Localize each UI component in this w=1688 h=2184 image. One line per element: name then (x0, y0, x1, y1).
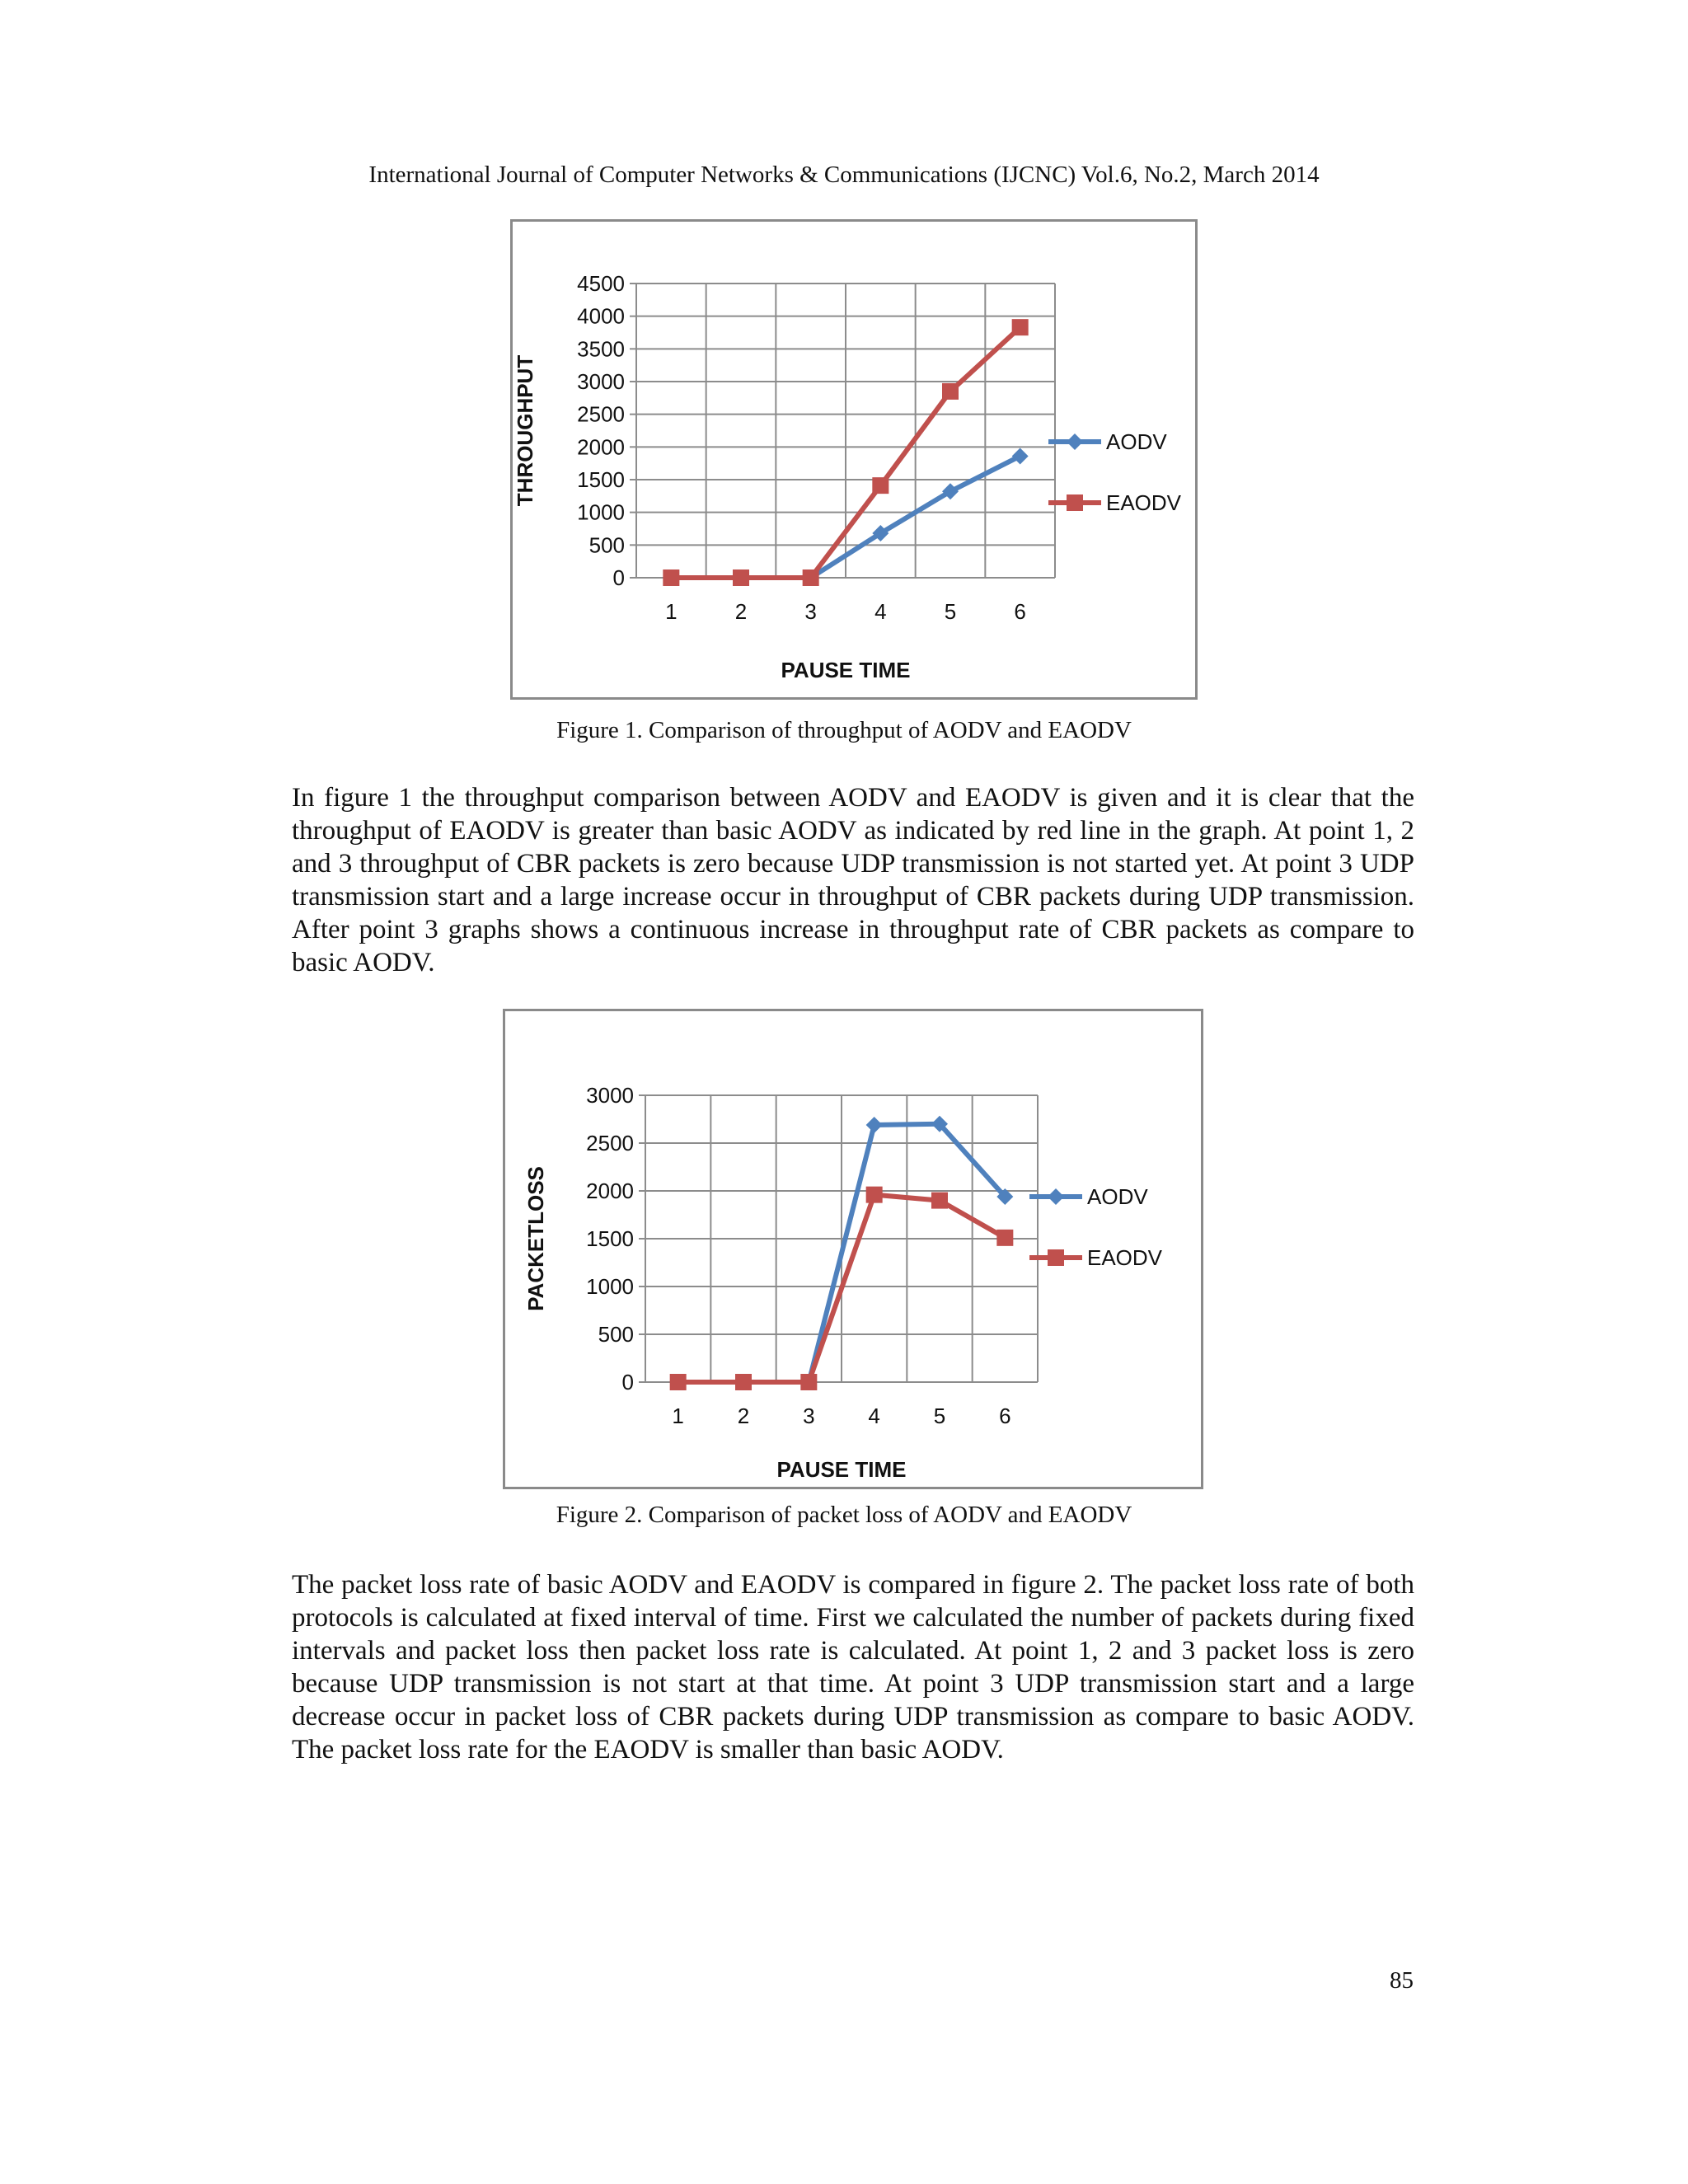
y-tick-label: 4000 (577, 303, 625, 329)
y-tick-label: 3000 (577, 369, 625, 394)
paragraph-throughput: In figure 1 the throughput comparison between AODV and EAODV is given and it is clear that the throughput of EAODV is greater than basic AODV as indicated by red line in the graph. At point 1, 2 and 3 throughput of CBR packets is zero because UDP transmission is not started yet. At point 3 UDP transmission start and a large increase occur in throughput of CBR packets during UDP transmission. After point 3 graphs shows a continuous increase in throughput rate of CBR packets as compare to basic AODV. (292, 783, 1414, 977)
packetloss-chart-svg (505, 1011, 1201, 1487)
data-point-eaodv (942, 383, 959, 400)
y-tick-label: 2000 (577, 434, 625, 460)
y-tick-label: 2000 (586, 1179, 634, 1203)
x-tick-label: 5 (933, 1404, 946, 1428)
data-point-aodv (866, 1117, 883, 1133)
x-tick-label: 3 (803, 1404, 815, 1428)
x-tick-label: 4 (874, 599, 887, 624)
figure-2-caption: Figure 2. Comparison of packet loss of AODV and EAODV (556, 1502, 1132, 1528)
x-tick-label: 2 (734, 599, 748, 624)
y-tick-label: 1000 (577, 499, 625, 525)
data-point-aodv (1012, 448, 1029, 464)
x-tick-label: 5 (944, 599, 957, 624)
data-point-eaodv (866, 1187, 883, 1203)
data-point-eaodv (803, 569, 819, 586)
data-point-eaodv (735, 1374, 752, 1390)
data-point-eaodv (733, 569, 749, 586)
y-tick-label: 1000 (586, 1274, 634, 1299)
y-tick-label: 2500 (586, 1131, 634, 1155)
data-point-eaodv (800, 1374, 817, 1390)
throughput-chart-svg (513, 222, 1195, 697)
running-header: International Journal of Computer Networks & Communications (IJCNC) Vol.6, No.2, March 2014 (368, 162, 1320, 188)
y-tick-label: 0 (621, 1370, 634, 1394)
data-point-eaodv (996, 1230, 1013, 1246)
figure-1-caption: Figure 1. Comparison of throughput of AODV and EAODV (556, 717, 1132, 743)
legend-label-eaodv: EAODV (1106, 490, 1182, 515)
y-tick-label: 1500 (586, 1226, 634, 1251)
legend-label-eaodv: EAODV (1087, 1245, 1163, 1270)
legend-marker-aodv (1048, 1188, 1064, 1205)
y-tick-label: 500 (588, 532, 625, 558)
x-axis-title: PAUSE TIME (781, 658, 911, 682)
y-tick-label: 0 (612, 565, 625, 590)
legend-label-aodv: AODV (1087, 1184, 1148, 1209)
y-tick-label: 2500 (577, 401, 625, 427)
x-axis-title: PAUSE TIME (776, 1457, 907, 1482)
y-axis-title: PACKETLOSS (523, 1166, 548, 1311)
paragraph-packet-loss: The packet loss rate of basic AODV and EAODV is compared in figure 2. The packet loss rate of both protocols is calculated at fixed interval of time. First we calculated the number of packets during fixed intervals and packet loss then packet loss rate is calculated. At point 1, 2 and 3 packet loss is zero because UDP transmission is not start at that time. At point 3 UDP transmission start and a large decrease occur in packet loss of CBR packets during UDP transmission as compare to basic AODV. The packet loss rate for the EAODV is smaller than basic AODV. (292, 1570, 1414, 1765)
legend-marker-aodv (1067, 434, 1083, 450)
y-tick-label: 1500 (577, 467, 625, 492)
data-point-eaodv (1012, 319, 1029, 335)
legend-label-aodv: AODV (1106, 429, 1167, 454)
data-point-eaodv (931, 1193, 948, 1209)
data-point-eaodv (663, 569, 679, 586)
page-number: 85 (1390, 1967, 1414, 1994)
y-tick-label: 4500 (577, 271, 625, 296)
x-tick-label: 2 (737, 1404, 750, 1428)
legend-marker-eaodv (1048, 1249, 1064, 1266)
data-point-eaodv (670, 1374, 687, 1390)
y-tick-label: 3500 (577, 336, 625, 362)
x-tick-label: 1 (672, 1404, 684, 1428)
y-axis-title: THROUGHPUT (513, 354, 537, 507)
x-tick-label: 4 (868, 1404, 880, 1428)
x-tick-label: 6 (1014, 599, 1026, 624)
x-tick-label: 3 (804, 599, 817, 624)
figure-2-chart (503, 1009, 1203, 1489)
data-point-eaodv (872, 477, 889, 494)
x-tick-label: 6 (999, 1404, 1011, 1428)
figure-1-chart (510, 219, 1198, 700)
legend-marker-eaodv (1067, 494, 1083, 511)
y-tick-label: 3000 (586, 1083, 634, 1108)
x-tick-label: 1 (665, 599, 678, 624)
y-tick-label: 500 (598, 1322, 634, 1347)
